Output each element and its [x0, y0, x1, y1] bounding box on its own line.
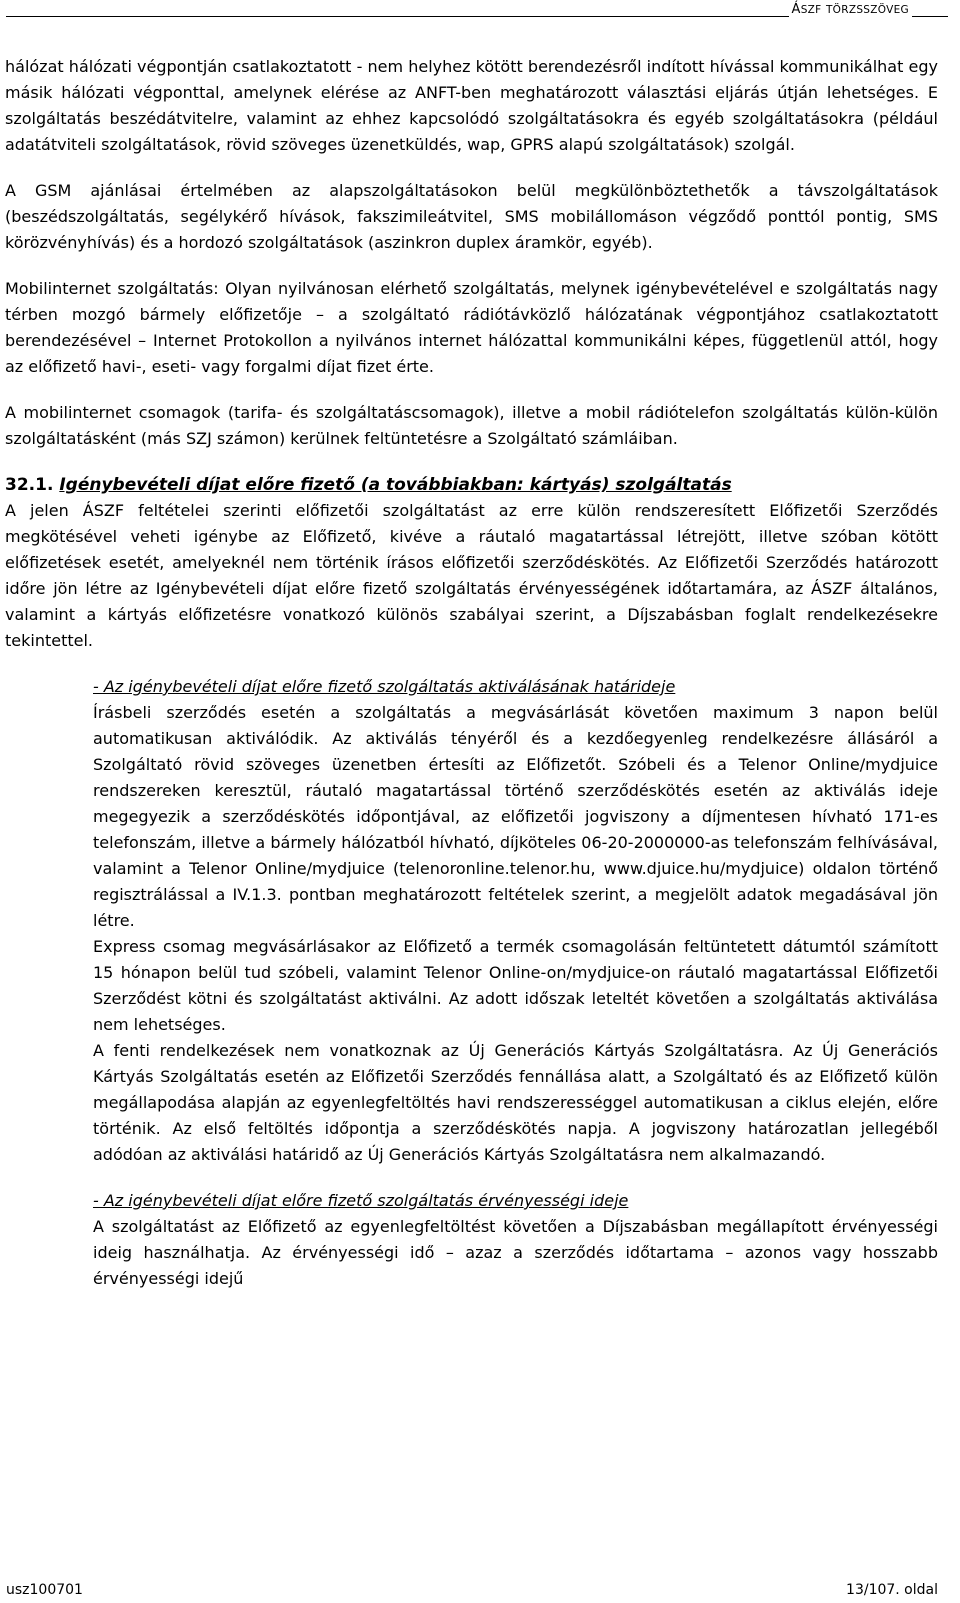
activation-paragraph-3: A fenti rendelkezések nem vonatkoznak az Új Generációs Kártyás Szolgáltatásra. Az Új Generációs Kártyás Szolgáltatás esetén az Előfizetői Szerződés fennállása alatt, a Szolgáltató és az Előfizető külön megállapodása alapján az egyenlegfeltöltés havi rendszerességgel automatikusan a ciklus elején, előre történik. Az első feltöltés időpontja a szerződéskötés napja. A jogviszony határozatlan jellegéből adódóan az aktiválási határidő az Új Generációs Kártyás Szolgáltatásra nem alkalmazandó. — [93, 1041, 938, 1164]
header-title-rest: TÖRZSSZÖVEG — [825, 4, 909, 16]
validity-paragraph-1: A szolgáltatást az Előfizető az egyenlegfeltöltést követően a Díjszabásban megállapított érvényességi ideig használhatja. Az érvényességi idő – azaz a szerződés időtartama – azonos vagy hosszabb érvényességi idejű — [93, 1217, 938, 1288]
section-number: 32.1. — [5, 475, 54, 495]
paragraph-mobile-internet-packages: A mobilinternet csomagok (tarifa- és szolgáltatáscsomagok), illetve a mobil rádiótelefon szolgáltatás külön-külön szolgáltatásként (más SZJ számon) kerülnek feltüntetésre a Szolgáltató számláiban. — [5, 403, 938, 448]
validity-heading: - Az igénybevételi díjat előre fizető szolgáltatás érvényességi ideje — [93, 1191, 629, 1210]
paragraph-mobile-internet: Mobilinternet szolgáltatás: Olyan nyilvánosan elérhető szolgáltatás, melynek igénybevételével e szolgáltatás nagy térben mozgó bármely előfizetője – a szolgáltató rádiótávközlő hálózatának végpontjához csatlakoztatott berendezésével – Internet Protokollon a nyilvános internet hálózattal kommunikálni képes, függetlenül attól, hogy az előfizető havi-, eseti- vagy forgalmi díjat fizet érte. — [5, 279, 938, 376]
section-heading — [5, 472, 938, 498]
activation-paragraph-2: Express csomag megvásárlásakor az Előfizető a termék csomagolásán feltüntetett dátumtól számított 15 hónapon belül tud szóbeli, valamint Telenor Online-on/mydjuice-on ráutaló magatartással Előfizetői Szerződést kötni és szolgáltatást aktiválni. Az adott időszak leteltét követően a szolgáltatás aktiválása nem lehetséges. — [93, 937, 938, 1034]
page-header — [0, 0, 960, 22]
paragraph-gsm-services: A GSM ajánlásai értelmében az alapszolgáltatásokon belül megkülönböztethetők a távszolgáltatások (beszédszolgáltatás, segélykérő hívások, fakszimileátvitel, SMS mobilállomáson végződő ponttól pontig, SMS körözvényhívás) és a hordozó szolgáltatások (aszinkron duplex áramkör, egyéb). — [5, 181, 938, 252]
header-title-sz: SZF — [800, 4, 822, 16]
paragraph-network-call: hálózat hálózati végpontján csatlakoztatott - nem helyhez kötött berendezésről indított hívással kommunikálhat egy másik hálózati végponttal, amelynek elérése az ANFT-ben meghatározott választási eljárás útján lehetséges. E szolgáltatás beszédátvitelre, valamint az ehhez kapcsolódó szolgáltatásokra és egyéb szolgáltatásokra (például adatátviteli szolgáltatások, rövid szöveges üzenetküldés, wap, GPRS alapú szolgáltatások) szolgál. — [5, 57, 938, 154]
header-title — [789, 2, 912, 17]
activation-paragraph-1: Írásbeli szerződés esetén a szolgáltatás a megvásárlását követően maximum 3 napon belül automatikusan aktiválódik. Az aktiválás tényéről és a kezdőegyenleg rendelkezésre állásáról a Szolgáltató rövid szöveges üzenetben értesíti az Előfizetőt. Szóbeli és a Telenor Online/mydjuice rendszereken keresztül, ráutaló magatartással történő szerződéskötés esetén az aktiválás ideje megegyezik a szerződéskötés időpontjával, az előfizetői jogviszony a díjmentesen hívható 171-es telefonszám, illetve a bármely hálózatból hívható, díjköteles 06-20-2000000-as telefonszám felhívásával, valamint a Telenor Online/mydjuice (telenoronline.telenor.hu, www.djuice.hu/mydjuice) oldalon történő regisztrálással a IV.1.3. pontban meghatározott feltételek szerint, a megjelölt adatok megadásával jön létre. — [93, 703, 938, 930]
activation-block — [93, 674, 938, 1292]
page-footer — [6, 1580, 938, 1602]
section-title: Igénybevételi díjat előre fizető (a továbbiakban: kártyás) szolgáltatás — [59, 475, 732, 495]
header-title-prefix: Á — [791, 2, 801, 17]
section-intro: A jelen ÁSZF feltételei szerinti előfizetői szolgáltatást az erre külön rendszeresített Előfizetői Szerződés megkötésével veheti igénybe az Előfizető, kivéve a ráutaló magatartással létrejött, illetve szóban kötött előfizetések esetét, amelyeknél nem történik írásos előfizetői szerződéskötés. Az Előfizetői Szerződés határozott időre jön létre az Igénybevételi díjat előre fizető szolgáltatás érvényességének időtartamára, az ÁSZF általános, valamint a kártyás előfizetésre vonatkozó különös szabályai szerint, a Díjszabásban foglalt rendelkezésekre tekintettel. — [5, 501, 938, 650]
footer-page-number: 13/107. oldal — [846, 1582, 938, 1598]
page-content — [5, 54, 938, 1292]
activation-heading: - Az igénybevételi díjat előre fizető szolgáltatás aktiválásának határideje — [93, 677, 676, 696]
footer-doc-id: usz100701 — [6, 1582, 83, 1598]
